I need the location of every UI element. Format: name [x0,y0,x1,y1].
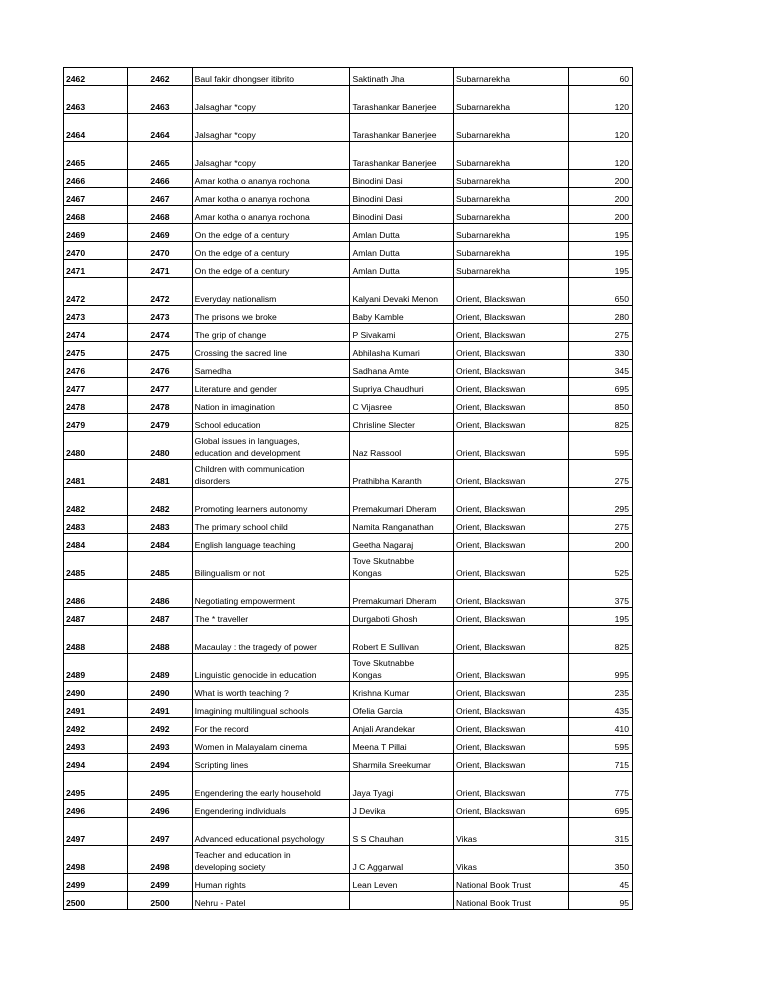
book-publisher: Orient, Blackswan [454,800,569,818]
book-number: 2479 [128,414,192,432]
book-publisher: Orient, Blackswan [454,460,569,488]
book-author: Durgaboti Ghosh [350,608,454,626]
accession-number: 2490 [64,682,128,700]
book-price: 375 [568,580,632,608]
book-publisher: Orient, Blackswan [454,360,569,378]
accession-number: 2478 [64,396,128,414]
book-publisher: Orient, Blackswan [454,580,569,608]
book-author: Binodini Dasi [350,170,454,188]
book-title: For the record [192,718,350,736]
accession-number: 2496 [64,800,128,818]
book-price: 410 [568,718,632,736]
book-publisher: Orient, Blackswan [454,552,569,580]
table-row [64,552,633,580]
book-publisher: Orient, Blackswan [454,754,569,772]
book-price: 775 [568,772,632,800]
book-publisher: Subarnarekha [454,260,569,278]
book-author: Krishna Kumar [350,682,454,700]
book-publisher: Orient, Blackswan [454,534,569,552]
book-price: 195 [568,260,632,278]
book-title: On the edge of a century [192,242,350,260]
book-author: Meena T Pillai [350,736,454,754]
book-price: 330 [568,342,632,360]
book-number: 2482 [128,488,192,516]
table-row [64,488,633,516]
book-number: 2500 [128,892,192,910]
accession-number: 2471 [64,260,128,278]
book-title: Everyday nationalism [192,278,350,306]
table-row [64,626,633,654]
book-publisher: Orient, Blackswan [454,700,569,718]
table-row [64,342,633,360]
book-price: 120 [568,86,632,114]
book-price: 350 [568,846,632,874]
book-author: Robert E Sullivan [350,626,454,654]
book-number: 2491 [128,700,192,718]
accession-number: 2479 [64,414,128,432]
book-publisher: Orient, Blackswan [454,378,569,396]
book-price: 45 [568,874,632,892]
book-author: J C Aggarwal [350,846,454,874]
table-row [64,396,633,414]
book-publisher: Vikas [454,846,569,874]
book-author: S S Chauhan [350,818,454,846]
book-publisher: Orient, Blackswan [454,736,569,754]
book-title: Scripting lines [192,754,350,772]
book-publisher: Orient, Blackswan [454,516,569,534]
book-number: 2465 [128,142,192,170]
book-price: 695 [568,800,632,818]
book-publisher: Subarnarekha [454,206,569,224]
book-number: 2484 [128,534,192,552]
book-price: 650 [568,278,632,306]
book-title: Human rights [192,874,350,892]
accession-number: 2475 [64,342,128,360]
table-row [64,170,633,188]
table-row [64,700,633,718]
catalog-table [63,67,633,910]
book-publisher: Orient, Blackswan [454,654,569,682]
book-number: 2485 [128,552,192,580]
book-publisher: Orient, Blackswan [454,278,569,306]
book-publisher: Orient, Blackswan [454,414,569,432]
table-row [64,360,633,378]
book-author: Tove Skutnabbe Kongas [350,552,454,580]
book-number: 2467 [128,188,192,206]
book-price: 595 [568,432,632,460]
book-number: 2471 [128,260,192,278]
table-row [64,242,633,260]
book-publisher: National Book Trust [454,874,569,892]
book-price: 695 [568,378,632,396]
table-row [64,86,633,114]
table-row [64,892,633,910]
table-row [64,432,633,460]
accession-number: 2467 [64,188,128,206]
book-price: 95 [568,892,632,910]
book-number: 2494 [128,754,192,772]
book-price: 825 [568,626,632,654]
book-number: 2476 [128,360,192,378]
book-author: Chrisline Slecter [350,414,454,432]
accession-number: 2491 [64,700,128,718]
accession-number: 2486 [64,580,128,608]
accession-number: 2500 [64,892,128,910]
book-title: Global issues in languages, education and development [192,432,350,460]
book-title: Nation in imagination [192,396,350,414]
book-title: Children with communication disorders [192,460,350,488]
book-title: Crossing the sacred line [192,342,350,360]
book-author: J Devika [350,800,454,818]
book-publisher: Orient, Blackswan [454,488,569,516]
book-title: Imagining multilingual schools [192,700,350,718]
book-title: Women in Malayalam cinema [192,736,350,754]
book-title: Amar kotha o ananya rochona [192,170,350,188]
book-number: 2480 [128,432,192,460]
book-number: 2472 [128,278,192,306]
book-title: School education [192,414,350,432]
book-price: 200 [568,206,632,224]
book-price: 435 [568,700,632,718]
table-row [64,114,633,142]
book-publisher: Subarnarekha [454,242,569,260]
book-author: Ofelia Garcia [350,700,454,718]
book-publisher: Orient, Blackswan [454,306,569,324]
book-number: 2493 [128,736,192,754]
accession-number: 2487 [64,608,128,626]
book-author: P Sivakami [350,324,454,342]
book-title: The grip of change [192,324,350,342]
book-author: Amlan Dutta [350,260,454,278]
table-row [64,68,633,86]
book-title: Linguistic genocide in education [192,654,350,682]
book-author: Abhilasha Kumari [350,342,454,360]
accession-number: 2462 [64,68,128,86]
book-publisher: Orient, Blackswan [454,432,569,460]
table-row [64,142,633,170]
book-title: Bilingualism or not [192,552,350,580]
book-title: Jalsaghar *copy [192,86,350,114]
book-author: Saktinath Jha [350,68,454,86]
book-price: 525 [568,552,632,580]
accession-number: 2481 [64,460,128,488]
accession-number: 2493 [64,736,128,754]
accession-number: 2483 [64,516,128,534]
book-number: 2492 [128,718,192,736]
book-author: Amlan Dutta [350,224,454,242]
table-row [64,534,633,552]
table-row [64,306,633,324]
book-number: 2475 [128,342,192,360]
table-row [64,754,633,772]
book-number: 2486 [128,580,192,608]
book-number: 2474 [128,324,192,342]
accession-number: 2465 [64,142,128,170]
book-price: 200 [568,170,632,188]
book-publisher: Subarnarekha [454,86,569,114]
book-number: 2466 [128,170,192,188]
book-author: Binodini Dasi [350,206,454,224]
book-publisher: Subarnarekha [454,68,569,86]
book-price: 995 [568,654,632,682]
table-row [64,260,633,278]
table-row [64,682,633,700]
book-number: 2487 [128,608,192,626]
book-publisher: Subarnarekha [454,142,569,170]
accession-number: 2489 [64,654,128,682]
book-number: 2462 [128,68,192,86]
table-row [64,378,633,396]
book-title: Literature and gender [192,378,350,396]
book-author: Jaya Tyagi [350,772,454,800]
table-row [64,846,633,874]
book-title: The * traveller [192,608,350,626]
accession-number: 2488 [64,626,128,654]
book-number: 2495 [128,772,192,800]
book-title: On the edge of a century [192,260,350,278]
accession-number: 2494 [64,754,128,772]
table-row [64,460,633,488]
book-author: Premakumari Dheram [350,488,454,516]
book-title: Negotiating empowerment [192,580,350,608]
table-row [64,188,633,206]
book-author: Sharmila Sreekumar [350,754,454,772]
accession-number: 2482 [64,488,128,516]
book-publisher: Subarnarekha [454,188,569,206]
accession-number: 2474 [64,324,128,342]
book-author: Tarashankar Banerjee [350,142,454,170]
book-price: 595 [568,736,632,754]
book-author: Tarashankar Banerjee [350,86,454,114]
book-author: Tarashankar Banerjee [350,114,454,142]
table-row [64,580,633,608]
table-row [64,224,633,242]
book-title: The prisons we broke [192,306,350,324]
book-price: 275 [568,460,632,488]
book-title: Nehru - Patel [192,892,350,910]
book-publisher: Orient, Blackswan [454,772,569,800]
accession-number: 2484 [64,534,128,552]
table-row [64,608,633,626]
book-publisher: Vikas [454,818,569,846]
accession-number: 2466 [64,170,128,188]
book-publisher: Orient, Blackswan [454,608,569,626]
table-row [64,818,633,846]
book-price: 195 [568,224,632,242]
accession-number: 2498 [64,846,128,874]
accession-number: 2497 [64,818,128,846]
book-title: Jalsaghar *copy [192,114,350,142]
book-number: 2490 [128,682,192,700]
book-publisher: Subarnarekha [454,224,569,242]
book-title: Jalsaghar *copy [192,142,350,170]
accession-number: 2469 [64,224,128,242]
table-row [64,324,633,342]
book-number: 2499 [128,874,192,892]
book-author: C Vijasree [350,396,454,414]
book-number: 2463 [128,86,192,114]
book-price: 195 [568,242,632,260]
book-price: 120 [568,142,632,170]
book-author: Namita Ranganathan [350,516,454,534]
book-price: 715 [568,754,632,772]
table-row [64,278,633,306]
accession-number: 2477 [64,378,128,396]
book-number: 2473 [128,306,192,324]
table-row [64,874,633,892]
book-number: 2481 [128,460,192,488]
book-title: On the edge of a century [192,224,350,242]
accession-number: 2464 [64,114,128,142]
book-author: Anjali Arandekar [350,718,454,736]
book-price: 825 [568,414,632,432]
book-author: Lean Leven [350,874,454,892]
accession-number: 2476 [64,360,128,378]
book-author: Prathibha Karanth [350,460,454,488]
book-publisher: National Book Trust [454,892,569,910]
table-row [64,516,633,534]
book-price: 295 [568,488,632,516]
book-price: 275 [568,516,632,534]
book-title: Teacher and education in developing society [192,846,350,874]
book-author [350,892,454,910]
book-title: Engendering individuals [192,800,350,818]
book-number: 2489 [128,654,192,682]
book-number: 2498 [128,846,192,874]
table-row [64,736,633,754]
book-price: 200 [568,188,632,206]
table-row [64,800,633,818]
catalog-body [64,68,633,910]
accession-number: 2468 [64,206,128,224]
accession-number: 2470 [64,242,128,260]
book-publisher: Subarnarekha [454,170,569,188]
table-row [64,414,633,432]
table-row [64,772,633,800]
book-price: 60 [568,68,632,86]
book-title: Amar kotha o ananya rochona [192,206,350,224]
book-number: 2478 [128,396,192,414]
book-publisher: Orient, Blackswan [454,324,569,342]
book-author: Sadhana Amte [350,360,454,378]
book-title: What is worth teaching ? [192,682,350,700]
book-title: Promoting learners autonomy [192,488,350,516]
book-publisher: Subarnarekha [454,114,569,142]
book-author: Baby Kamble [350,306,454,324]
book-title: Engendering the early household [192,772,350,800]
book-author: Kalyani Devaki Menon [350,278,454,306]
book-number: 2469 [128,224,192,242]
book-price: 195 [568,608,632,626]
book-number: 2488 [128,626,192,654]
book-title: Macaulay : the tragedy of power [192,626,350,654]
book-number: 2496 [128,800,192,818]
accession-number: 2499 [64,874,128,892]
book-number: 2483 [128,516,192,534]
book-price: 120 [568,114,632,142]
accession-number: 2485 [64,552,128,580]
book-price: 850 [568,396,632,414]
book-price: 280 [568,306,632,324]
table-row [64,654,633,682]
book-publisher: Orient, Blackswan [454,342,569,360]
book-publisher: Orient, Blackswan [454,626,569,654]
book-publisher: Orient, Blackswan [454,718,569,736]
book-publisher: Orient, Blackswan [454,682,569,700]
accession-number: 2473 [64,306,128,324]
accession-number: 2492 [64,718,128,736]
book-number: 2468 [128,206,192,224]
book-author: Naz Rassool [350,432,454,460]
book-title: Amar kotha o ananya rochona [192,188,350,206]
accession-number: 2472 [64,278,128,306]
book-author: Premakumari Dheram [350,580,454,608]
book-price: 200 [568,534,632,552]
book-publisher: Orient, Blackswan [454,396,569,414]
book-number: 2470 [128,242,192,260]
book-author: Supriya Chaudhuri [350,378,454,396]
book-title: English language teaching [192,534,350,552]
book-price: 275 [568,324,632,342]
accession-number: 2495 [64,772,128,800]
book-number: 2477 [128,378,192,396]
book-number: 2464 [128,114,192,142]
book-price: 235 [568,682,632,700]
book-author: Amlan Dutta [350,242,454,260]
book-title: Baul fakir dhongser itibrito [192,68,350,86]
table-row [64,718,633,736]
accession-number: 2463 [64,86,128,114]
book-title: The primary school child [192,516,350,534]
book-title: Samedha [192,360,350,378]
book-price: 315 [568,818,632,846]
book-price: 345 [568,360,632,378]
book-author: Tove Skutnabbe Kongas [350,654,454,682]
table-row [64,206,633,224]
book-author: Binodini Dasi [350,188,454,206]
book-author: Geetha Nagaraj [350,534,454,552]
book-title: Advanced educational psychology [192,818,350,846]
accession-number: 2480 [64,432,128,460]
book-number: 2497 [128,818,192,846]
